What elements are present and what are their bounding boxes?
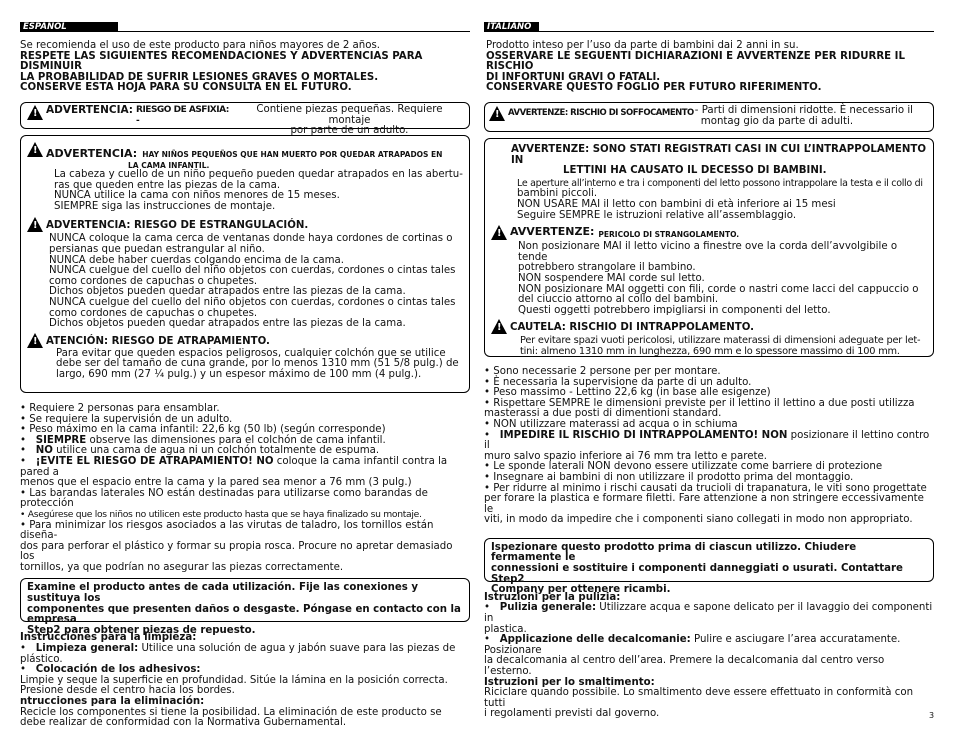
- list-item: masterassi a due posti di dimentioni standard.: [484, 408, 722, 420]
- warning-body: [491, 336, 927, 357]
- body-line: Questi oggetti potrebbero impigliarsi in componenti del letto.: [518, 304, 831, 316]
- list-item: • Sono necessarie 2 persone per per montare.: [484, 365, 721, 377]
- warning-icon: [489, 106, 505, 121]
- warning-icon: [27, 142, 43, 157]
- body-line: Per evitare spazi vuoti pericolosi, utilizzare materassi di dimensioni adeguate per let-: [520, 335, 921, 347]
- section-title: ntrucciones para la eliminación:: [20, 696, 205, 708]
- list-item: muro salvo spazio inferiore ai 76 mm tra letto e parete.: [484, 450, 767, 462]
- page-number: 3: [929, 711, 935, 720]
- warning-icon: [27, 217, 43, 232]
- body-line: NON USARE MAI il letto con bambini di età inferiore ai 15 mesi: [517, 198, 836, 210]
- body-line: Presione desde el centro hacia los bordes.: [20, 685, 235, 697]
- body-line: del ciuccio attorno al collo del bambini.: [518, 294, 719, 306]
- list-item: dos para perforar el plástico y formar su propia rosca. Procure no apretar demasiado los: [20, 540, 453, 563]
- body-line: largo, 690 mm (27 ¼ pulg.) y un espesor máximo de 100 mm (4 pulg.).: [56, 368, 422, 380]
- list-item: menos que el espacio entre la cama y la pared sea menor a 76 mm (3 pulg.): [20, 477, 412, 489]
- warning-title: HAY NIÑOS PEQUEÑOS QUE HAN MUERTO POR QUEDAR ATRAPADOS EN: [142, 149, 443, 159]
- section-title: Instrucciones para la limpieza:: [20, 632, 197, 644]
- intro-bold-line: OSSERVARE LE SEGUENTI DICHIARAZIONI E AVVERTENZE PER RIDURRE IL RISCHIO: [486, 50, 905, 73]
- section-title: Istruzioni per la pulizia:: [484, 591, 621, 603]
- warnings-box-es: [20, 135, 470, 393]
- warning-title: RIESGO DE ASFIXIA: -: [136, 104, 229, 126]
- language-header-it: [484, 22, 934, 32]
- warning-text: montag gio da parte di adulti.: [700, 115, 854, 127]
- inspect-line: componentes que presenten daños o desgaste. Póngase en contacto con la empresa: [27, 603, 461, 626]
- list-item: • È necessaria la supervisione da parte di un adulto.: [484, 376, 752, 388]
- body-line: La cabeza y cuello de un niño pequeño pueden quedar atrapados en las abertu-: [54, 168, 463, 180]
- body-line: Seguire SEMPRE le istruzioni relative all’assemblaggio.: [517, 209, 797, 221]
- warning-title: AVVERTENZE: RISCHIO DI SOFFOCAMENTO: [508, 107, 694, 118]
- warning-body: [491, 179, 927, 221]
- body-line: Dichos objetos pueden quedar atrapados entre las piezas de la cama.: [49, 318, 406, 330]
- body-line: debe ser del tamaño de cuna grande, por lo menos 1310 mm (51 5/8 pulg.) de: [56, 358, 459, 370]
- list-item: • Peso massimo - Lettino 22,6 kg (in base alle esigenze): [484, 387, 771, 399]
- inspection-box-it: [484, 538, 934, 596]
- bullet-list-es: [20, 404, 470, 574]
- warning-heading: [491, 145, 927, 177]
- warning-title: LA CAMA INFANTIL.: [128, 160, 210, 170]
- body-line: ras que queden entre las piezas de la cama.: [54, 179, 281, 191]
- warning-icon: [27, 105, 43, 120]
- choking-warning-box-it: [484, 102, 934, 132]
- list-item: per forare la plastica e formare filetti. Fare attenzione a non stringere eccessivamente le: [484, 493, 924, 515]
- body-line: la decalcomania al centro dell’area. Premere la decalcomania dal centro verso l’esterno.: [484, 655, 885, 678]
- warning-label: ADVERTENCIA:: [46, 103, 134, 116]
- list-item: • Applicazione delle decalcomanie: Pulire e asciugare l’area accuratamente. Posizionare: [484, 634, 901, 656]
- list-item: • SIEMPRE observe las dimensiones para el colchón de cama infantil.: [20, 434, 386, 446]
- language-label: ESPAÑOL: [20, 22, 118, 32]
- section-title: Istruzioni per lo smaltimento:: [484, 676, 655, 688]
- warning-body: [27, 170, 463, 212]
- body-line: NUNCA debe haber cuerdas colgando encima de la cama.: [49, 254, 345, 266]
- bullet-list-it: [484, 367, 934, 526]
- inspect-line: Examine el producto antes de cada utilización. Fije las conexiones y sustituya los: [27, 582, 419, 605]
- body-line: Para evitar que queden espacios peligrosos, cualquier colchón que se utilice: [56, 347, 446, 359]
- list-item: • IMPEDIRE IL RISCHIO DI INTRAPPOLAMENTO! NON posizionare il lettino contro il: [484, 429, 930, 452]
- body-line: como cordones de capuchas o chupetes.: [49, 275, 258, 287]
- warning-label: AVVERTENZE:: [510, 225, 595, 239]
- cleaning-section-es: [20, 633, 470, 728]
- list-item: viti, in modo da impedire che i componenti siano collegati in modo non appropriato.: [484, 514, 913, 526]
- warning-title: ATENCIÓN: RIESGO DE ATRAPAMIENTO.: [46, 335, 270, 347]
- intro-bold-line: LA PROBABILIDAD DE SUFRIR LESIONES GRAVES O MORTALES.: [20, 71, 379, 83]
- cleaning-section-it: [484, 593, 934, 720]
- list-item: • Insegnare ai bambini di non utilizzare il prodotto prima del montaggio.: [484, 471, 854, 483]
- list-item: • Per ridurre al minimo i rischi causati da trucioli di trapanatura, le viti sono progettate: [484, 482, 927, 494]
- list-item: • Colocación de los adhesivos:: [20, 664, 201, 676]
- body-line: NUNCA coloque la cama cerca de ventanas donde haya cordones de cortinas o: [49, 233, 453, 245]
- header-rule: [484, 31, 934, 32]
- language-header-es: [20, 22, 470, 32]
- intro-bold-line: DI INFORTUNI GRAVI O FATALI.: [486, 71, 661, 83]
- body-line: NON sospendere MAI corde sul letto.: [518, 272, 705, 284]
- warning-icon: [491, 225, 507, 240]
- intro-bold-line: CONSERVARE QUESTO FOGLIO PER FUTURO RIFERIMENTO.: [486, 82, 822, 94]
- warning-title: CAUTELA: RISCHIO DI INTRAPPOLAMENTO.: [510, 322, 755, 334]
- body-line: NUNCA cuelgue del cuello del niño objetos con cuerdas, cordones o cintas tales: [49, 265, 456, 277]
- inspect-line: Ispezionare questo prodotto prima di ciascun utilizzo. Chiudere fermamente le: [491, 541, 857, 564]
- spanish-column: [20, 22, 470, 729]
- warning-text: Contiene piezas pequeñas. Requiere montaje: [256, 103, 443, 126]
- intro-text: Prodotto inteso per l’uso da parte di bambini dai 2 anni in su.: [486, 40, 799, 51]
- list-item: • NON utilizzare materassi ad acqua o in schiuma: [484, 418, 738, 430]
- body-line: bambini piccoli.: [517, 188, 598, 200]
- warning-title: PERICOLO DI STRANGOLAMENTO.: [598, 230, 740, 240]
- intro-bold-line: RESPETE LAS SIGUIENTES RECOMENDACIONES Y ADVERTENCIAS PARA DISMINUIR: [20, 50, 423, 73]
- body-line: Le aperture all’interno e tra i componenti del letto possono intrappolare la testa e il collo di: [517, 177, 923, 189]
- warning-title: ADVERTENCIA: RIESGO DE ESTRANGULACIÓN.: [46, 220, 309, 232]
- warnings-box-it: [484, 138, 934, 357]
- body-line: debe realizar de conformidad con la Normativa Gubernamental.: [20, 717, 347, 729]
- warning-body: [27, 349, 463, 381]
- choking-warning-box-es: [20, 102, 470, 137]
- warning-icon: [491, 319, 507, 334]
- list-item: • Limpieza general: Utilice una solución de agua y jabón suave para las piezas de plástico.: [20, 643, 456, 665]
- body-line: Limpie y seque la superficie en profundidad. Sitúe la lámina en la posición correcta.: [20, 674, 448, 686]
- warning-body: [27, 234, 463, 329]
- warning-text: - Parti di dimensioni ridotte. È necessario il: [694, 104, 913, 116]
- list-item: tornillos, ya que podrían no asegurar las piezas correctamente.: [20, 561, 344, 573]
- intro-es: [20, 41, 470, 94]
- warning-title: AVVERTENZE: SONO STATI REGISTRATI CASI IN CUI L’INTRAPPOLAMENTO IN: [511, 143, 926, 166]
- list-item: • Las barandas laterales NO están destinadas para utilizarse como barandas de protección: [20, 487, 428, 510]
- language-label: ITALIANO: [484, 22, 539, 32]
- body-line: Non posizionare MAI il letto vicino a finestre ove la corda dell’avvolgibile o tende: [518, 241, 898, 263]
- body-line: Dichos objetos pueden quedar atrapados entre las piezas de la cama.: [49, 286, 406, 298]
- list-item: • Para minimizar los riesgos asociados a las virutas de taladro, los tornillos están diseña-: [20, 519, 434, 542]
- inspect-line: Company per ottenere ricambi.: [491, 584, 671, 596]
- inspect-line: Step2 para obtener piezas de repuesto.: [27, 624, 256, 636]
- list-item: • Asegúrese que los niños no utilicen este producto hasta que se haya finalizado su montaje.: [20, 508, 422, 520]
- inspection-box-es: [20, 578, 470, 636]
- list-item: • Requiere 2 personas para ensamblar.: [20, 402, 220, 414]
- list-item: • Pulizia generale: Utilizzare acqua e sapone delicato per il lavaggio dei componenti in: [484, 602, 933, 625]
- list-item: • Se requiere la supervisión de un adulto.: [20, 413, 233, 425]
- body-line: persianas que puedan estrangular al niño.: [49, 243, 265, 255]
- warning-text: por parte de un adulto.: [290, 125, 409, 137]
- body-line: tini: almeno 1310 mm in lunghezza, 690 mm e lo spessore massimo di 100 mm.: [520, 345, 900, 357]
- warning-label: ADVERTENCIA:: [46, 146, 138, 160]
- body-line: NON posizionare MAI oggetti con fili, corde o nastri come lacci del cappuccio o: [518, 283, 919, 295]
- body-line: SIEMPRE siga las instrucciones de montaje.: [54, 200, 276, 212]
- body-line: plastica.: [484, 623, 527, 635]
- intro-it: [484, 41, 934, 94]
- list-item: • Rispettare SEMPRE le dimensioni previste per il lettino il lettino a due posti utilizza: [484, 397, 915, 409]
- warning-body: [491, 242, 927, 316]
- list-item: • NO utilice una cama de agua ni un colchón totalmente de espuma.: [20, 445, 380, 457]
- body-line: como cordones de capuchas o chupetes.: [49, 307, 258, 319]
- inspect-line: connessioni e sostituire i componenti danneggiati o usurati. Contattare Step2: [491, 563, 903, 585]
- warning-icon: [27, 333, 43, 348]
- list-item: • Peso máximo en la cama infantil: 22,6 kg (50 lb) (según corresponde): [20, 424, 386, 436]
- intro-bold-line: CONSERVE ESTA HOJA PARA SU CONSULTA EN EL FUTURO.: [20, 82, 352, 94]
- italian-column: [484, 22, 934, 720]
- body-line: potrebbero strangolare il bambino.: [518, 262, 696, 274]
- body-line: NUNCA cuelgue del cuello del niño objetos con cuerdas, cordones o cintas tales: [49, 296, 456, 308]
- warning-title: LETTINI HA CAUSATO IL DECESSO DI BAMBINI.: [563, 165, 827, 177]
- body-line: Recicle los componentes si tiene la posibilidad. La eliminación de este producto se: [20, 706, 442, 718]
- body-line: i regolamenti previsti dal governo.: [484, 708, 660, 720]
- intro-text: Se recomienda el uso de este producto para niños mayores de 2 años.: [20, 40, 381, 51]
- list-item: • ¡EVITE EL RIESGO DE ATRAPAMIENTO! NO coloque la cama infantil contra la pared a: [20, 455, 448, 478]
- body-line: Riciclare quando possibile. Lo smaltimento deve essere effettuato in conformità con tutti: [484, 687, 914, 709]
- list-item: • Le sponde laterali NON devono essere utilizzate come barriere di protezione: [484, 461, 883, 473]
- body-line: NUNCA utilice la cama con niños menores de 15 meses.: [54, 190, 340, 202]
